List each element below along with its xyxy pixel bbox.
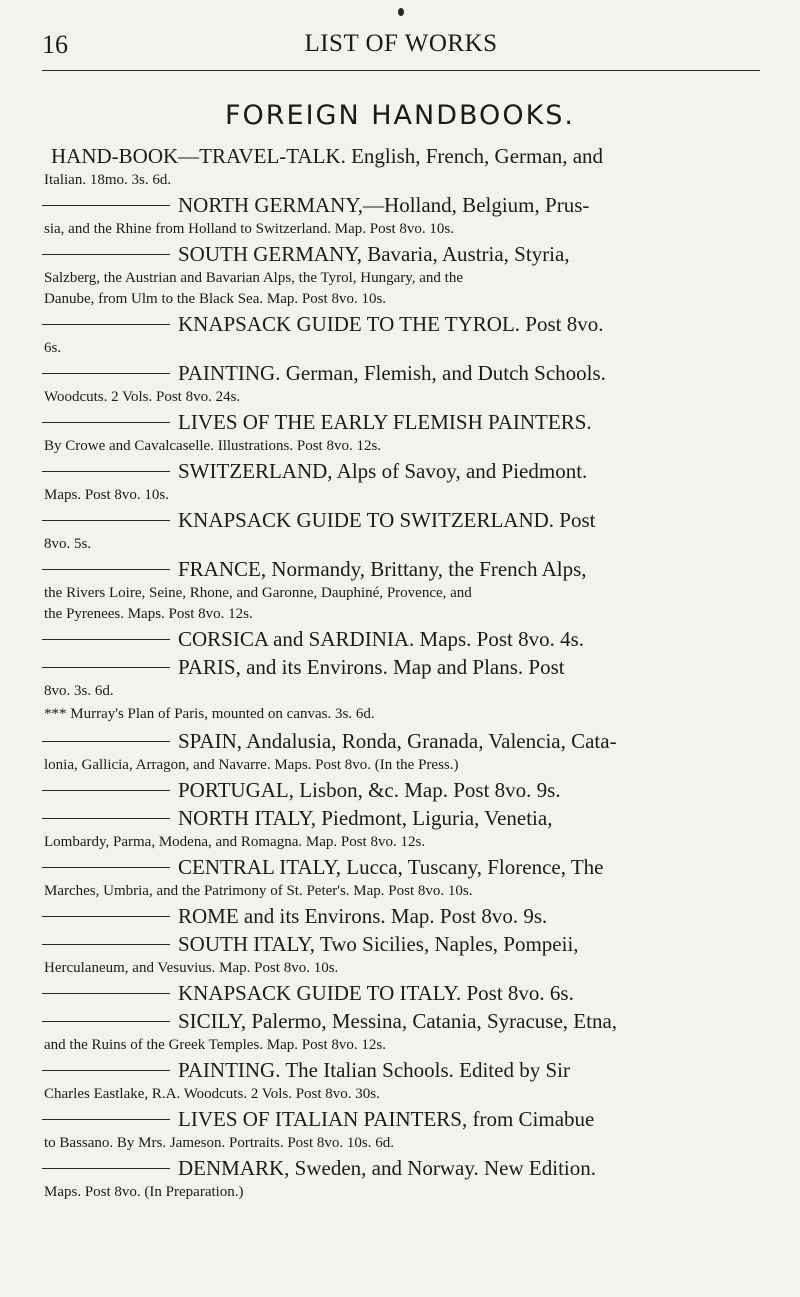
ditto-rule	[42, 1070, 170, 1071]
entry-tyrol-knapsack	[42, 311, 760, 359]
ditto-rule	[42, 639, 170, 640]
entry-head: LIVES OF THE EARLY FLEMISH PAINTERS.	[178, 410, 592, 434]
entry-north-germany	[42, 192, 760, 240]
entry-head: CORSICA and SARDINIA. Maps. Post 8vo. 4s.	[178, 627, 585, 651]
entry-note-paris-plan: *** Murray's Plan of Paris, mounted on canvas. 3s. 6d.	[44, 706, 375, 722]
entry-north-italy	[42, 805, 760, 853]
entry-detail: lonia, Gallicia, Arragon, and Navarre. Maps. Post 8vo. (In the Press.)	[44, 757, 459, 773]
entry-south-italy	[42, 931, 760, 979]
entry-detail-cont: the Pyrenees. Maps. Post 8vo. 12s.	[44, 606, 253, 622]
entry-detail: sia, and the Rhine from Holland to Switzerland. Map. Post 8vo. 10s.	[44, 221, 454, 237]
entry-south-germany	[42, 241, 760, 310]
entry-france	[42, 556, 760, 625]
ditto-rule	[42, 867, 170, 868]
entry-central-italy	[42, 854, 760, 902]
ditto-rule	[42, 373, 170, 374]
ditto-rule	[42, 916, 170, 917]
entry-head: SWITZERLAND, Alps of Savoy, and Piedmont.	[178, 459, 588, 483]
entry-head: PORTUGAL, Lisbon, &c. Map. Post 8vo. 9s.	[178, 778, 561, 802]
ditto-rule	[42, 790, 170, 791]
entry-sicily	[42, 1008, 760, 1056]
entry-head: FRANCE, Normandy, Brittany, the French Alps,	[178, 557, 587, 581]
entry-detail: 8vo. 3s. 6d.	[44, 683, 114, 699]
entry-travel-talk	[42, 143, 760, 191]
section-title: FOREIGN HANDBOOKS.	[224, 100, 575, 131]
entry-head: LIVES OF ITALIAN PAINTERS, from Cimabue	[178, 1107, 595, 1131]
entry-head: SPAIN, Andalusia, Ronda, Granada, Valencia, Cata-	[178, 729, 617, 753]
entry-head: PARIS, and its Environs. Map and Plans. Post	[178, 655, 565, 679]
entry-head: SOUTH GERMANY, Bavaria, Austria, Styria,	[178, 242, 570, 266]
ditto-rule	[42, 1168, 170, 1169]
ditto-rule	[42, 520, 170, 521]
ditto-rule	[42, 205, 170, 206]
entry-detail: Maps. Post 8vo. (In Preparation.)	[44, 1184, 244, 1200]
entry-head: KNAPSACK GUIDE TO ITALY. Post 8vo. 6s.	[178, 981, 574, 1005]
entry-detail: the Rivers Loire, Seine, Rhone, and Garonne, Dauphiné, Provence, and	[44, 585, 472, 601]
entry-head: HAND-BOOK—TRAVEL-TALK. English, French, German, and	[51, 144, 604, 168]
page-header	[42, 30, 760, 70]
entry-head: NORTH ITALY, Piedmont, Liguria, Venetia,	[178, 806, 553, 830]
entry-head: SICILY, Palermo, Messina, Catania, Syracuse, Etna,	[178, 1009, 618, 1033]
entry-detail: Woodcuts. 2 Vols. Post 8vo. 24s.	[44, 389, 241, 405]
entry-head: NORTH GERMANY,—Holland, Belgium, Prus-	[178, 193, 590, 217]
running-head: LIST OF WORKS	[304, 30, 498, 57]
entry-detail: and the Ruins of the Greek Temples. Map. Post 8vo. 12s.	[44, 1037, 386, 1053]
entry-italian-painters	[42, 1106, 760, 1154]
entry-detail: Maps. Post 8vo. 10s.	[44, 487, 170, 503]
entry-flemish-painters	[42, 409, 760, 457]
page-number: 16	[42, 30, 68, 59]
entry-denmark	[42, 1155, 760, 1203]
entry-painting-italian	[42, 1057, 760, 1105]
entry-detail: 8vo. 5s.	[44, 536, 92, 552]
ditto-rule	[42, 569, 170, 570]
ditto-rule	[42, 1021, 170, 1022]
ditto-rule	[42, 471, 170, 472]
ditto-rule	[42, 254, 170, 255]
entry-painting-german	[42, 360, 760, 408]
entry-detail: Herculaneum, and Vesuvius. Map. Post 8vo. 10s.	[44, 960, 339, 976]
ink-dot-mark	[398, 8, 404, 16]
entry-detail: Italian. 18mo. 3s. 6d.	[44, 172, 172, 188]
ditto-rule	[42, 422, 170, 423]
entry-italy-knapsack	[42, 980, 760, 1007]
ditto-rule	[42, 324, 170, 325]
entry-detail: By Crowe and Cavalcaselle. Illustrations. Post 8vo. 12s.	[44, 438, 382, 454]
entry-detail: 6s.	[44, 340, 62, 356]
entry-switzerland	[42, 458, 760, 506]
entry-rome	[42, 903, 760, 930]
entry-head: KNAPSACK GUIDE TO SWITZERLAND. Post	[178, 508, 596, 532]
entry-head: PAINTING. The Italian Schools. Edited by Sir	[178, 1058, 570, 1082]
entry-detail: to Bassano. By Mrs. Jameson. Portraits. Post 8vo. 10s. 6d.	[44, 1135, 395, 1151]
ditto-rule	[42, 1119, 170, 1120]
entry-head: KNAPSACK GUIDE TO THE TYROL. Post 8vo.	[178, 312, 604, 336]
entry-spain	[42, 728, 760, 776]
ditto-rule	[42, 741, 170, 742]
entry-head: CENTRAL ITALY, Lucca, Tuscany, Florence, The	[178, 855, 604, 879]
entry-portugal	[42, 777, 760, 804]
entry-switzerland-knapsack	[42, 507, 760, 555]
entries-list	[42, 143, 760, 1204]
entry-head: ROME and its Environs. Map. Post 8vo. 9s.	[178, 904, 548, 928]
ditto-rule	[42, 818, 170, 819]
entry-detail: Marches, Umbria, and the Patrimony of St. Peter's. Map. Post 8vo. 10s.	[44, 883, 473, 899]
ditto-rule	[42, 667, 170, 668]
entry-paris	[42, 654, 760, 702]
entry-head: PAINTING. German, Flemish, and Dutch Schools.	[178, 361, 606, 385]
header-rule	[42, 70, 760, 71]
entry-head: SOUTH ITALY, Two Sicilies, Naples, Pompeii,	[178, 932, 579, 956]
ditto-rule	[42, 993, 170, 994]
entry-detail: Salzberg, the Austrian and Bavarian Alps, the Tyrol, Hungary, and the	[44, 270, 463, 286]
entry-detail: Charles Eastlake, R.A. Woodcuts. 2 Vols. Post 8vo. 30s.	[44, 1086, 380, 1102]
ditto-rule	[42, 944, 170, 945]
entry-detail-cont: Danube, from Ulm to the Black Sea. Map. Post 8vo. 10s.	[44, 291, 387, 307]
entry-detail: Lombardy, Parma, Modena, and Romagna. Map. Post 8vo. 12s.	[44, 834, 426, 850]
entry-corsica-sardinia	[42, 626, 760, 653]
entry-head: DENMARK, Sweden, and Norway. New Edition.	[178, 1156, 596, 1180]
